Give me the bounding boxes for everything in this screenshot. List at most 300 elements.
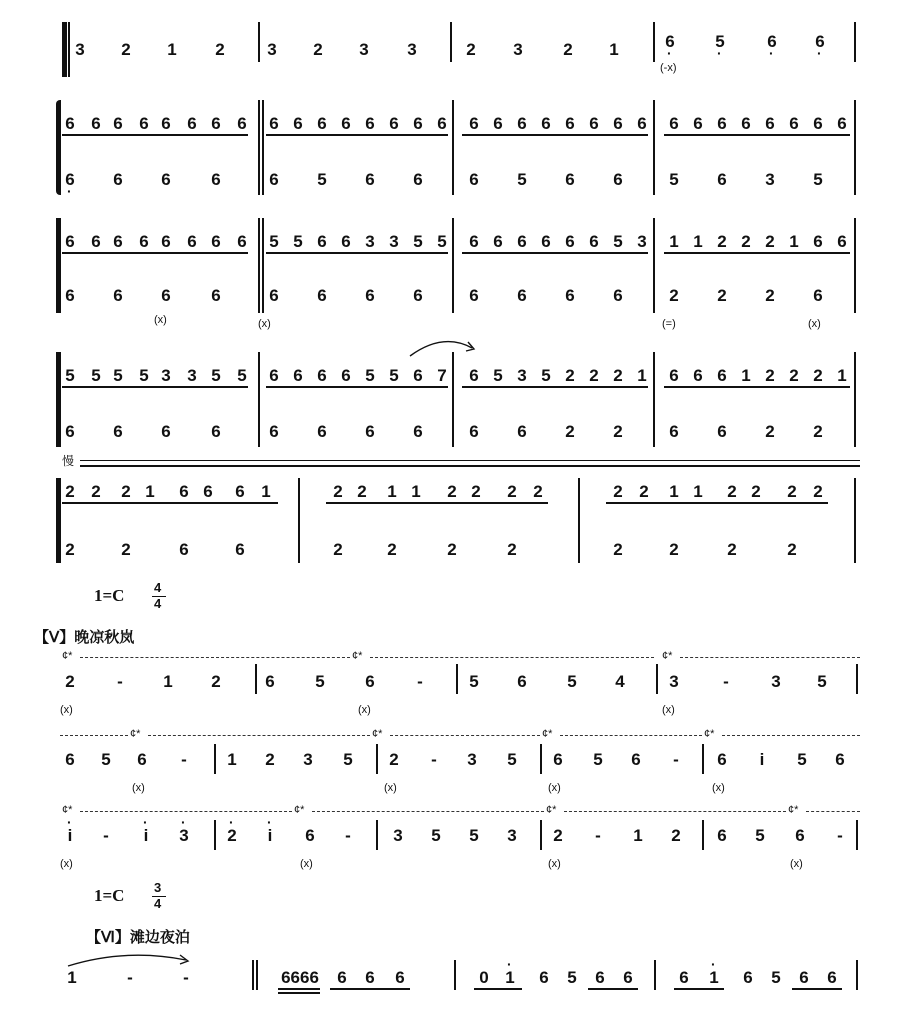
note: 2 — [507, 482, 517, 501]
note: i — [759, 750, 765, 769]
note: 2 — [717, 286, 727, 305]
note: 6 — [187, 232, 197, 251]
note: 2 — [765, 286, 775, 305]
note: 6 — [413, 114, 423, 133]
ornament: ¢* — [62, 804, 73, 816]
note: 6 — [413, 286, 423, 305]
note: 2 — [215, 40, 225, 59]
note: 2 — [65, 540, 75, 559]
note: 6 — [137, 750, 147, 769]
note: - — [417, 672, 423, 691]
note: · 1 — [502, 968, 518, 988]
time-denominator: 4 — [154, 896, 162, 911]
ornament-line — [564, 811, 786, 813]
ornament-line — [680, 657, 860, 659]
note: 2 — [533, 482, 543, 501]
note: 5 — [389, 366, 399, 385]
barline — [452, 218, 454, 313]
barline — [653, 100, 655, 195]
note: 6 — [161, 286, 171, 305]
note: 6 — [493, 232, 503, 251]
note: 3 — [637, 232, 647, 251]
note: 6 — [269, 286, 279, 305]
note: 6 · — [812, 32, 828, 52]
barline — [258, 22, 260, 62]
note: 3 — [669, 672, 679, 691]
barline — [854, 22, 856, 62]
barline — [540, 820, 542, 850]
note: - — [595, 826, 601, 845]
note: 6 — [717, 366, 727, 385]
barline — [702, 820, 704, 850]
note: - — [181, 750, 187, 769]
note: 2 — [765, 366, 775, 385]
note: 6 — [293, 366, 303, 385]
note: 6 — [365, 968, 375, 987]
note: 3 — [513, 40, 523, 59]
note: 5 — [817, 672, 827, 691]
note: 6 — [237, 114, 247, 133]
note: - — [183, 968, 189, 987]
note: 1 — [609, 40, 619, 59]
ornament-line — [80, 811, 292, 813]
note: 6 — [517, 232, 527, 251]
barline — [258, 218, 260, 313]
note: 6 — [589, 114, 599, 133]
note: 2 — [91, 482, 101, 501]
note: 6 — [669, 114, 679, 133]
note: 6 — [113, 170, 123, 189]
note: 5 — [593, 750, 603, 769]
note: 2 — [613, 540, 623, 559]
note: 5 — [343, 750, 353, 769]
note: 2 — [787, 540, 797, 559]
note: 2 — [639, 482, 649, 501]
note: 6 — [317, 422, 327, 441]
note: - — [103, 826, 109, 845]
articulation-mark: (x) — [358, 704, 371, 716]
barline — [856, 664, 858, 694]
note: 6 — [237, 232, 247, 251]
articulation-mark: (x) — [60, 858, 73, 870]
articulation-mark: (x) — [548, 782, 561, 794]
note: 6 — [799, 968, 809, 987]
beam — [62, 502, 278, 504]
note: 2 — [387, 540, 397, 559]
key-signature — [94, 580, 184, 620]
note: 2 — [333, 540, 343, 559]
note: 6 — [517, 114, 527, 133]
section-title: 【Ⅴ】晚凉秋岚 — [34, 629, 135, 646]
ornament: ¢* — [130, 728, 141, 740]
note: · 1 — [706, 968, 722, 988]
note: 3 — [365, 232, 375, 251]
note: 6 — [835, 750, 845, 769]
note: - — [723, 672, 729, 691]
staff-row-1 — [0, 22, 913, 82]
note: - — [117, 672, 123, 691]
note: 2 — [789, 366, 799, 385]
barline — [262, 100, 264, 195]
note: 1 — [837, 366, 847, 385]
barline — [68, 22, 70, 77]
sec5-row-3 — [0, 804, 913, 876]
note: 6 — [469, 422, 479, 441]
note: 3 — [517, 366, 527, 385]
note: 6 — [317, 286, 327, 305]
barline — [298, 478, 300, 563]
note: 7 — [437, 366, 447, 385]
note: 1 — [227, 750, 237, 769]
note: · i — [62, 826, 78, 846]
barline — [854, 100, 856, 195]
note: 6 — [717, 170, 727, 189]
articulation-mark: (x) — [548, 858, 561, 870]
note: 6 — [613, 170, 623, 189]
beam — [266, 252, 448, 254]
note: 1 — [145, 482, 155, 501]
note: 6 — [717, 750, 727, 769]
note: 5 — [755, 826, 765, 845]
note: 2 — [313, 40, 323, 59]
note: 1 — [411, 482, 421, 501]
note: 2 — [813, 482, 823, 501]
note: 3 — [161, 366, 171, 385]
note: 6 — [837, 232, 847, 251]
ornament-line — [390, 735, 540, 737]
note: - — [127, 968, 133, 987]
note: 1 — [387, 482, 397, 501]
note: 6 — [493, 114, 503, 133]
note: 6 — [413, 170, 423, 189]
note: 6 — [113, 232, 123, 251]
barline — [62, 22, 67, 77]
note: 2 — [613, 422, 623, 441]
note: 2 — [565, 422, 575, 441]
barline — [454, 960, 456, 990]
note: 6 — [795, 826, 805, 845]
slur-arc — [408, 336, 478, 358]
note: 5 — [237, 366, 247, 385]
note: 5 — [139, 366, 149, 385]
note: 2 — [471, 482, 481, 501]
beam — [326, 502, 548, 504]
note: 6 — [211, 286, 221, 305]
note: 6 — [161, 170, 171, 189]
note: 3 — [187, 366, 197, 385]
note: 6 — [717, 826, 727, 845]
note: 6 — [565, 170, 575, 189]
articulation-mark: (x) — [60, 704, 73, 716]
barline — [452, 352, 454, 447]
note: 2 — [741, 232, 751, 251]
beam — [474, 988, 522, 990]
ornament: ¢* — [788, 804, 799, 816]
beam — [266, 134, 448, 136]
note: - — [431, 750, 437, 769]
beam — [266, 386, 448, 388]
beam — [278, 992, 320, 994]
note: 2 — [447, 540, 457, 559]
note: 6 — [595, 968, 605, 987]
note: 1 — [789, 232, 799, 251]
note: 6 — [413, 366, 423, 385]
note: 5 — [317, 170, 327, 189]
note: 6 — [187, 114, 197, 133]
beam — [62, 134, 248, 136]
barline — [854, 352, 856, 447]
note: 6 — [637, 114, 647, 133]
note: 6 — [235, 540, 245, 559]
staff-row-5 — [0, 450, 913, 570]
ornament: ¢* — [704, 728, 715, 740]
note: 6 — [317, 114, 327, 133]
note: 6 — [541, 114, 551, 133]
articulation-mark: (x) — [662, 704, 675, 716]
note: 6 — [269, 366, 279, 385]
barline — [214, 744, 216, 774]
beam — [674, 988, 724, 990]
note: 6 — [337, 968, 347, 987]
note: 5 · — [712, 32, 728, 52]
articulation-mark: (x) — [790, 858, 803, 870]
note: 6 — [565, 232, 575, 251]
note: 2 — [751, 482, 761, 501]
sec5-row-2 — [0, 728, 913, 800]
note: 3 — [393, 826, 403, 845]
note: 5 — [65, 366, 75, 385]
note: 2 — [333, 482, 343, 501]
note: 6 — [113, 422, 123, 441]
note: 3 — [75, 40, 85, 59]
note: 2 — [813, 422, 823, 441]
beam — [664, 386, 850, 388]
note: 6 — [589, 232, 599, 251]
note: 5 — [437, 232, 447, 251]
note: 3 — [507, 826, 517, 845]
articulation-mark: (x) — [300, 858, 313, 870]
note: 6666 — [281, 968, 319, 987]
note: 6 — [717, 422, 727, 441]
beam — [278, 988, 320, 990]
note: 6 — [693, 114, 703, 133]
note: 6 — [827, 968, 837, 987]
barline — [252, 960, 254, 990]
ornament: ¢* — [352, 650, 363, 662]
note: - — [837, 826, 843, 845]
key-text: 1=C — [94, 586, 125, 605]
note: 2 — [813, 366, 823, 385]
note: 6 — [553, 750, 563, 769]
note: 6 — [517, 422, 527, 441]
note: 2 — [613, 482, 623, 501]
barline — [653, 352, 655, 447]
barline — [856, 960, 858, 990]
note: 6 — [679, 968, 689, 987]
note: 5 — [771, 968, 781, 987]
note: 6 — [623, 968, 633, 987]
barline — [854, 478, 856, 563]
staff-row-4 — [0, 336, 913, 456]
note: 6 — [365, 114, 375, 133]
note: 5 — [469, 672, 479, 691]
note: 6 — [389, 114, 399, 133]
barline — [258, 352, 260, 447]
barline — [56, 100, 61, 195]
barline — [653, 22, 655, 62]
note: - — [345, 826, 351, 845]
barline — [56, 352, 61, 447]
note: 4 — [615, 672, 625, 691]
note: 2 — [563, 40, 573, 59]
note: - — [673, 750, 679, 769]
note: 6 — [837, 114, 847, 133]
ornament: ¢* — [662, 650, 673, 662]
note: 6 — [265, 672, 275, 691]
note: 6 — [813, 114, 823, 133]
note: 6 — [211, 170, 221, 189]
barline — [702, 744, 704, 774]
note: 2 — [669, 540, 679, 559]
note: · 2 — [224, 826, 240, 846]
note: 6 — [65, 114, 75, 133]
ornament: ¢* — [546, 804, 557, 816]
note: 1 — [693, 232, 703, 251]
note: 6 — [813, 286, 823, 305]
articulation-mark: (x) — [132, 782, 145, 794]
note: 5 — [365, 366, 375, 385]
note: 5 — [669, 170, 679, 189]
articulation-mark: (-x) — [660, 62, 677, 74]
note: 6 — [161, 114, 171, 133]
note: 6 — [541, 232, 551, 251]
note: 1 — [741, 366, 751, 385]
note: 6 — [161, 232, 171, 251]
note: 6 — [789, 114, 799, 133]
note: 6 — [539, 968, 549, 987]
note: 5 — [101, 750, 111, 769]
note: 6 — [65, 422, 75, 441]
note: 6 — [179, 540, 189, 559]
ornament-line — [806, 811, 860, 813]
beam — [462, 252, 648, 254]
note: 5 — [293, 232, 303, 251]
key-text: 1=C — [94, 886, 125, 905]
barline — [540, 744, 542, 774]
beam — [462, 386, 648, 388]
note: 2 — [121, 40, 131, 59]
note: 2 — [447, 482, 457, 501]
note: 5 — [469, 826, 479, 845]
sec5-row-1 — [0, 650, 913, 720]
slur-arc — [66, 950, 196, 970]
note: 2 — [357, 482, 367, 501]
note: 2 — [565, 366, 575, 385]
beam — [792, 988, 842, 990]
ornament: ¢* — [62, 650, 73, 662]
barline — [256, 960, 258, 990]
note: 6 — [613, 286, 623, 305]
note: 1 — [637, 366, 647, 385]
note: 2 — [553, 826, 563, 845]
note: 5 — [797, 750, 807, 769]
note: 6 — [65, 286, 75, 305]
note: 5 — [541, 366, 551, 385]
note: 5 — [315, 672, 325, 691]
tempo-marking: 慢 — [62, 454, 75, 468]
note: 6 — [179, 482, 189, 501]
note: 6 — [469, 366, 479, 385]
note: 2 — [211, 672, 221, 691]
barline — [854, 218, 856, 313]
note: 6 — [743, 968, 753, 987]
barline — [376, 744, 378, 774]
note: 2 — [121, 482, 131, 501]
note: 2 — [507, 540, 517, 559]
ornament-line — [148, 735, 370, 737]
beam — [462, 134, 648, 136]
note: 2 — [765, 232, 775, 251]
note: 6 · — [62, 170, 78, 190]
note: 2 — [669, 286, 679, 305]
ornament-line — [312, 811, 544, 813]
note: 5 — [613, 232, 623, 251]
note: 6 — [469, 114, 479, 133]
note: 6 — [469, 232, 479, 251]
articulation-mark: (x) — [258, 318, 271, 330]
note: 6 — [517, 672, 527, 691]
beam — [62, 252, 248, 254]
barline — [654, 960, 656, 990]
note: 2 — [765, 422, 775, 441]
note: · 3 — [176, 826, 192, 846]
note: 5 — [413, 232, 423, 251]
note: 6 — [65, 750, 75, 769]
note: 5 — [113, 366, 123, 385]
note: 5 — [517, 170, 527, 189]
note: 6 — [317, 232, 327, 251]
note: 3 — [303, 750, 313, 769]
note: 1 — [261, 482, 271, 501]
note: 1 — [167, 40, 177, 59]
barline — [255, 664, 257, 694]
note: 6 — [211, 232, 221, 251]
note: 6 — [765, 114, 775, 133]
note: 6 — [113, 114, 123, 133]
note: 1 — [163, 672, 173, 691]
ornament-line — [60, 735, 128, 737]
note: 6 — [305, 826, 315, 845]
note: 6 — [365, 170, 375, 189]
barline — [214, 820, 216, 850]
barline — [578, 478, 580, 563]
tempo-line — [80, 460, 860, 467]
note: 3 — [389, 232, 399, 251]
note: 5 — [493, 366, 503, 385]
note: 6 — [341, 114, 351, 133]
note: 6 — [161, 422, 171, 441]
note: 2 — [727, 540, 737, 559]
note: 6 — [65, 232, 75, 251]
staff-row-2 — [0, 100, 913, 200]
note: 6 — [317, 366, 327, 385]
note: 6 — [365, 286, 375, 305]
note: 3 — [407, 40, 417, 59]
note: 5 — [211, 366, 221, 385]
note: 6 — [469, 170, 479, 189]
note: 2 — [65, 482, 75, 501]
note: 6 — [565, 286, 575, 305]
